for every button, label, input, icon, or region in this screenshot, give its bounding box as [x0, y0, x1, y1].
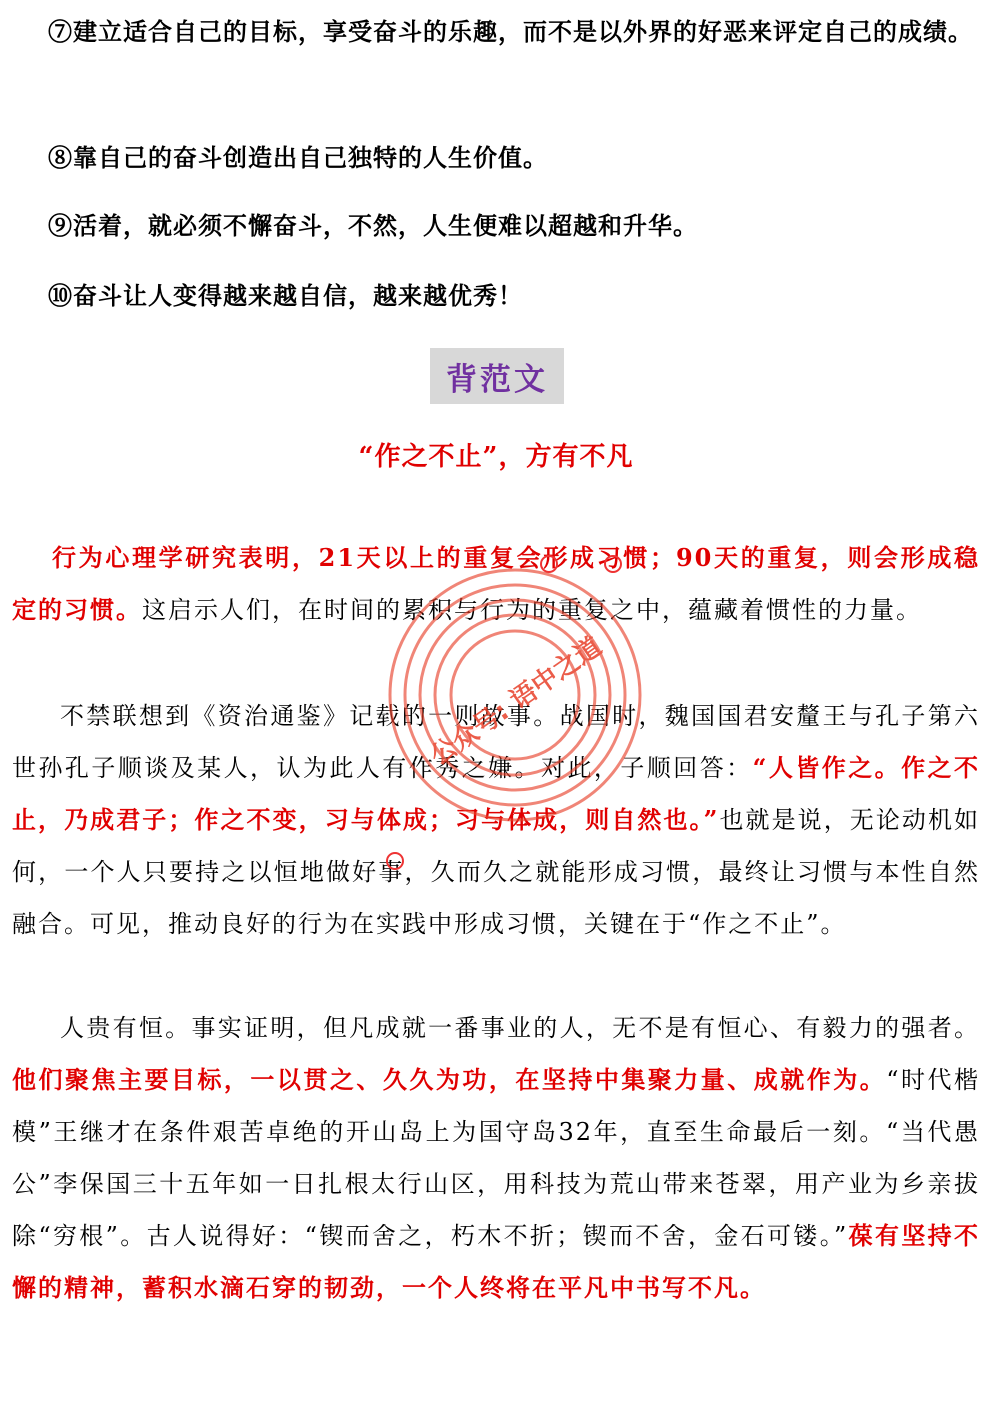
point-8: ⑧靠自己的奋斗创造出自己独特的人生价值。 [48, 143, 548, 172]
section-badge: 背范文 [430, 348, 564, 404]
paragraph-1-text: 这启示人们，在时间的累积与行为的重复之中，蕴藏着惯性的力量。 [142, 596, 922, 624]
point-7: ⑦建立适合自己的目标，享受奋斗的乐趣，而不是以外界的好恶来评定自己的成绩。 [48, 17, 973, 46]
paragraph-2-text: 也就是说，无论动机如何，一个人只要持之以恒地做好事，久而久之就能形成习惯，最终让习惯与本性自然融合。可见，推动良好的行为在实践中形成习惯，关键在于“作之不止”。 [12, 806, 980, 938]
mark-circle [604, 555, 622, 573]
paragraph-3-intro: 人贵有恒。事实证明，但凡成就一番事业的人，无不是有恒心、有毅力的强者。 [60, 1014, 980, 1042]
paragraph-3-highlight-2: 葆有坚持不懈的精神，蓄积水滴石穿的韧劲，一个人终将在平凡中书写不凡。 [12, 1221, 981, 1302]
point-9: ⑨活着，就必须不懈奋斗，不然，人生便难以超越和升华。 [48, 211, 698, 240]
mark-circle [540, 555, 558, 573]
essay-title: “作之不止”，方有不凡 [358, 442, 634, 472]
watermark-text: 公众号: 语中之道 [425, 631, 608, 772]
point-10: ⑩奋斗让人变得越来越自信，越来越优秀！ [48, 281, 523, 310]
paragraph-3-highlight-1: 他们聚焦主要目标，一以贯之、久久为功，在坚持中集聚力量、成就作为。 [12, 1065, 887, 1094]
mark-circle [386, 852, 404, 870]
paragraph-3 [12, 1002, 980, 1314]
paragraph-2 [12, 690, 980, 950]
paragraph-1-highlight: 行为心理学研究表明，21天以上的重复会形成习惯；90天的重复，则会形成稳定的习惯。 [12, 543, 980, 624]
paragraph-2-intro: 不禁联想到《资治通鉴》记载的一则故事。战国时，魏国国君安釐王与孔子第六世孙孔子顺谈及某人，认为此人有作秀之嫌。对此，子顺回答： [12, 702, 980, 782]
paragraph-2-quote: “人皆作之。作之不止，乃成君子；作之不变，习与体成；习与体成，则自然也。” [12, 753, 980, 834]
paragraph-3-text: “时代楷模”王继才在条件艰苦卓绝的开山岛上为国守岛32年，直至生命最后一刻。“当代愚公”李保国三十五年如一日扎根太行山区，用科技为荒山带来苍翠，用产业为乡亲拔除“穷根”。古人说得好：“锲而舍之，朽木不折；锲而不舍，金石可镂。” [12, 1066, 980, 1250]
paragraph-1 [12, 532, 980, 636]
